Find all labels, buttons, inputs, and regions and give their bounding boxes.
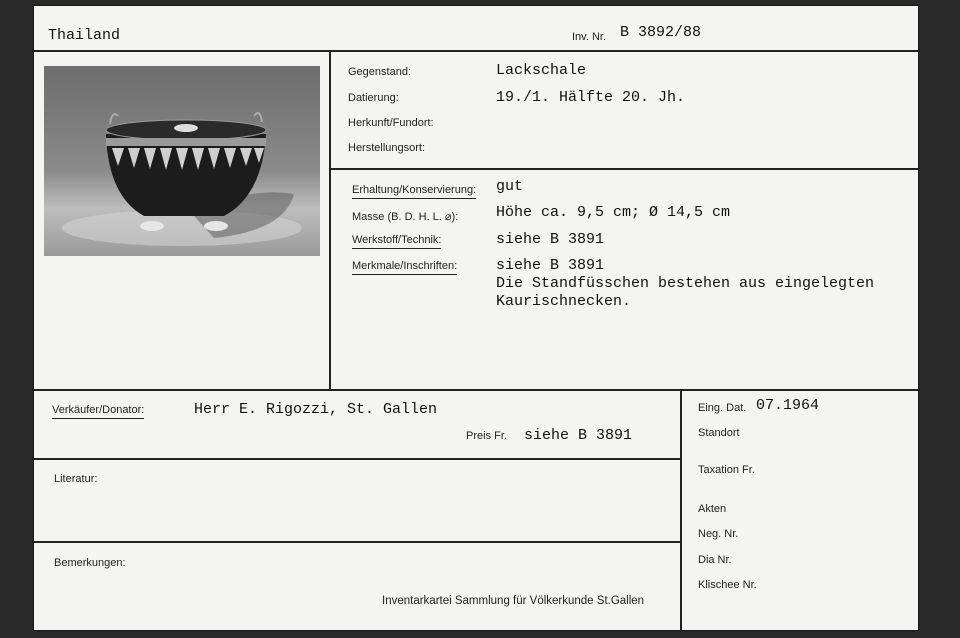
label-verkaeufer: Verkäufer/Donator:: [52, 404, 144, 419]
catalog-card: [34, 6, 918, 630]
label-herstellungsort: Herstellungsort:: [348, 142, 426, 154]
label-masse: Masse (B. D. H. L. ⌀):: [352, 211, 459, 223]
object-photo: [44, 66, 320, 256]
lacquer-bowl-image: [44, 66, 320, 256]
value-merkmale-line1: siehe B 3891: [496, 257, 605, 274]
label-gegenstand: Gegenstand:: [348, 66, 411, 78]
label-standort: Standort: [698, 427, 740, 439]
value-merkmale-line3: Kaurischnecken.: [496, 293, 632, 310]
label-dia-nr: Dia Nr.: [698, 554, 732, 566]
label-akten: Akten: [698, 503, 727, 515]
inv-value: B 3892/88: [620, 24, 702, 41]
value-preis: siehe B 3891: [524, 427, 633, 444]
inv-label: Inv. Nr.: [572, 31, 607, 43]
label-neg-nr: Neg. Nr.: [698, 528, 739, 540]
divider-photo: [329, 50, 331, 390]
label-taxation: Taxation Fr.: [698, 464, 755, 476]
divider-header: [34, 50, 918, 52]
label-werkstoff: Werkstoff/Technik:: [352, 234, 441, 249]
footer-text: Inventarkartei Sammlung für Völkerkunde St.Gallen: [382, 595, 645, 607]
divider-right: [680, 389, 682, 630]
value-gegenstand: Lackschale: [496, 62, 587, 79]
value-erhaltung: gut: [496, 178, 524, 195]
country: Thailand: [48, 27, 121, 44]
label-eing-dat: Eing. Dat.: [698, 402, 747, 414]
label-erhaltung: Erhaltung/Konservierung:: [352, 184, 476, 199]
value-merkmale-line2: Die Standfüsschen bestehen aus eingelegten: [496, 275, 875, 292]
label-literatur: Literatur:: [54, 473, 98, 485]
value-verkaeufer: Herr E. Rigozzi, St. Gallen: [194, 401, 438, 418]
value-datierung: 19./1. Hälfte 20. Jh.: [496, 89, 686, 106]
value-werkstoff: siehe B 3891: [496, 231, 605, 248]
divider-object: [329, 168, 918, 170]
label-klischee-nr: Klischee Nr.: [698, 579, 757, 591]
label-herkunft: Herkunft/Fundort:: [348, 117, 434, 129]
divider-seller: [34, 458, 680, 460]
value-eing-dat: 07.1964: [756, 397, 820, 414]
label-datierung: Datierung:: [348, 92, 399, 104]
divider-middle: [34, 389, 918, 391]
label-merkmale: Merkmale/Inschriften:: [352, 260, 457, 275]
value-masse: Höhe ca. 9,5 cm; Ø 14,5 cm: [496, 204, 731, 221]
label-preis: Preis Fr.: [466, 430, 507, 442]
divider-literatur: [34, 541, 680, 543]
label-bemerkungen: Bemerkungen:: [54, 557, 126, 569]
